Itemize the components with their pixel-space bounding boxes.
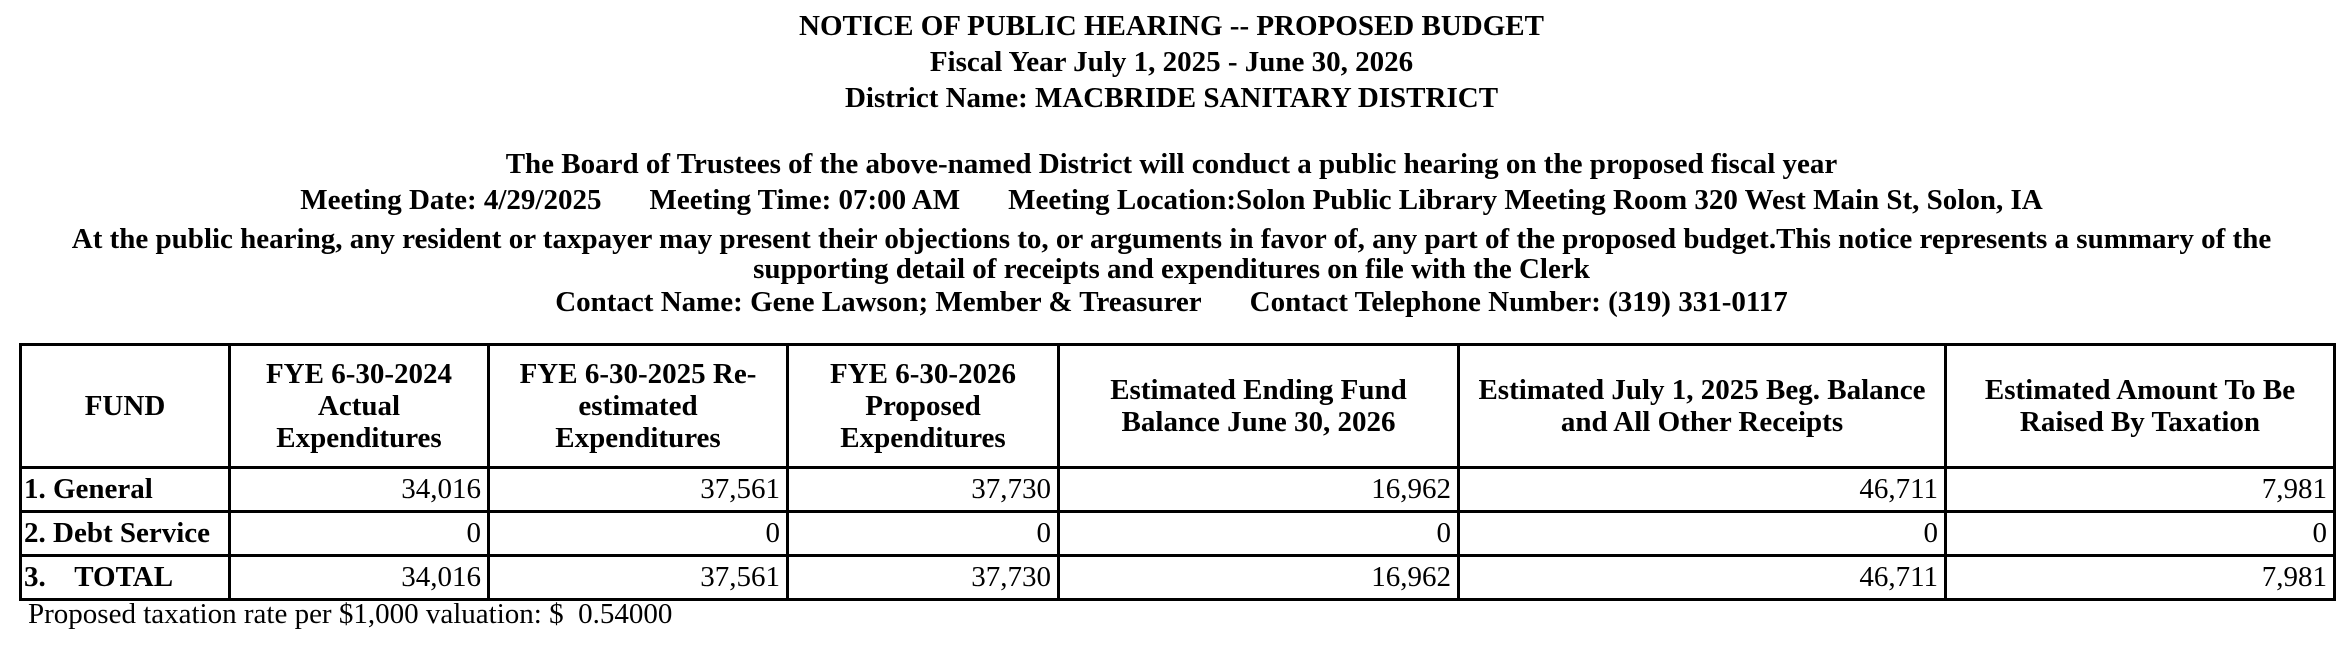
- fund-name: 3. TOTAL: [21, 556, 230, 600]
- actual-expenditures: 34,016: [230, 556, 489, 600]
- beginning-balance: 46,711: [1459, 468, 1946, 512]
- meeting-time: Meeting Time: 07:00 AM: [649, 184, 961, 216]
- proposed-expenditures: 0: [788, 512, 1059, 556]
- column-header-reestimated: FYE 6-30-2025 Re-estimated Expenditures: [489, 345, 788, 468]
- taxation-amount: 7,981: [1946, 556, 2335, 600]
- column-header-beg-balance: Estimated July 1, 2025 Beg. Balance and All Other Receipts: [1459, 345, 1946, 468]
- table-row: [21, 512, 2335, 556]
- district-name: District Name: MACBRIDE SANITARY DISTRICT: [844, 82, 1499, 114]
- column-header-proposed: FYE 6-30-2026 Proposed Expenditures: [788, 345, 1059, 468]
- taxation-amount: 0: [1946, 512, 2335, 556]
- ending-fund-balance: 16,962: [1059, 556, 1459, 600]
- tax-rate-note: Proposed taxation rate per $1,000 valuation: $ 0.54000: [28, 598, 673, 630]
- contact-phone: Contact Telephone Number: (319) 331-0117: [1249, 286, 1788, 318]
- column-header-ending-balance: Estimated Ending Fund Balance June 30, 2026: [1059, 345, 1459, 468]
- notice-title: NOTICE OF PUBLIC HEARING -- PROPOSED BUDGET: [799, 10, 1544, 42]
- table-row: [21, 468, 2335, 512]
- meeting-info: [0, 182, 2343, 218]
- hearing-intro: The Board of Trustees of the above-named District will conduct a public hearing on the proposed fiscal year: [505, 148, 1838, 180]
- contact-name: Contact Name: Gene Lawson; Member & Treasurer: [555, 286, 1202, 318]
- budget-table: [19, 343, 2336, 601]
- table-header-row: [21, 345, 2335, 468]
- reestimated-expenditures: 0: [489, 512, 788, 556]
- taxation-amount: 7,981: [1946, 468, 2335, 512]
- contact-info: [0, 284, 2343, 320]
- actual-expenditures: 34,016: [230, 468, 489, 512]
- table-row: [21, 556, 2335, 600]
- beginning-balance: 0: [1459, 512, 1946, 556]
- proposed-expenditures: 37,730: [788, 468, 1059, 512]
- reestimated-expenditures: 37,561: [489, 468, 788, 512]
- hearing-notice: At the public hearing, any resident or taxpayer may present their objections to, or arguments in favor of, any part of the proposed budget.This notice represents a summary of the supporting detail of receipts and expenditures on file with the Clerk: [71, 223, 2272, 285]
- ending-fund-balance: 0: [1059, 512, 1459, 556]
- actual-expenditures: 0: [230, 512, 489, 556]
- fiscal-year: Fiscal Year July 1, 2025 - June 30, 2026: [929, 46, 1414, 78]
- column-header-taxation: Estimated Amount To Be Raised By Taxation: [1946, 345, 2335, 468]
- meeting-location: Meeting Location:Solon Public Library Meeting Room 320 West Main St, Solon, IA: [1008, 184, 2043, 216]
- column-header-actual: FYE 6-30-2024 Actual Expenditures: [230, 345, 489, 468]
- reestimated-expenditures: 37,561: [489, 556, 788, 600]
- column-header-fund: FUND: [21, 345, 230, 468]
- ending-fund-balance: 16,962: [1059, 468, 1459, 512]
- fund-name: 1. General: [21, 468, 230, 512]
- notice-header: [0, 8, 2343, 320]
- fund-name: 2. Debt Service: [21, 512, 230, 556]
- beginning-balance: 46,711: [1459, 556, 1946, 600]
- proposed-expenditures: 37,730: [788, 556, 1059, 600]
- meeting-date: Meeting Date: 4/29/2025: [300, 184, 602, 216]
